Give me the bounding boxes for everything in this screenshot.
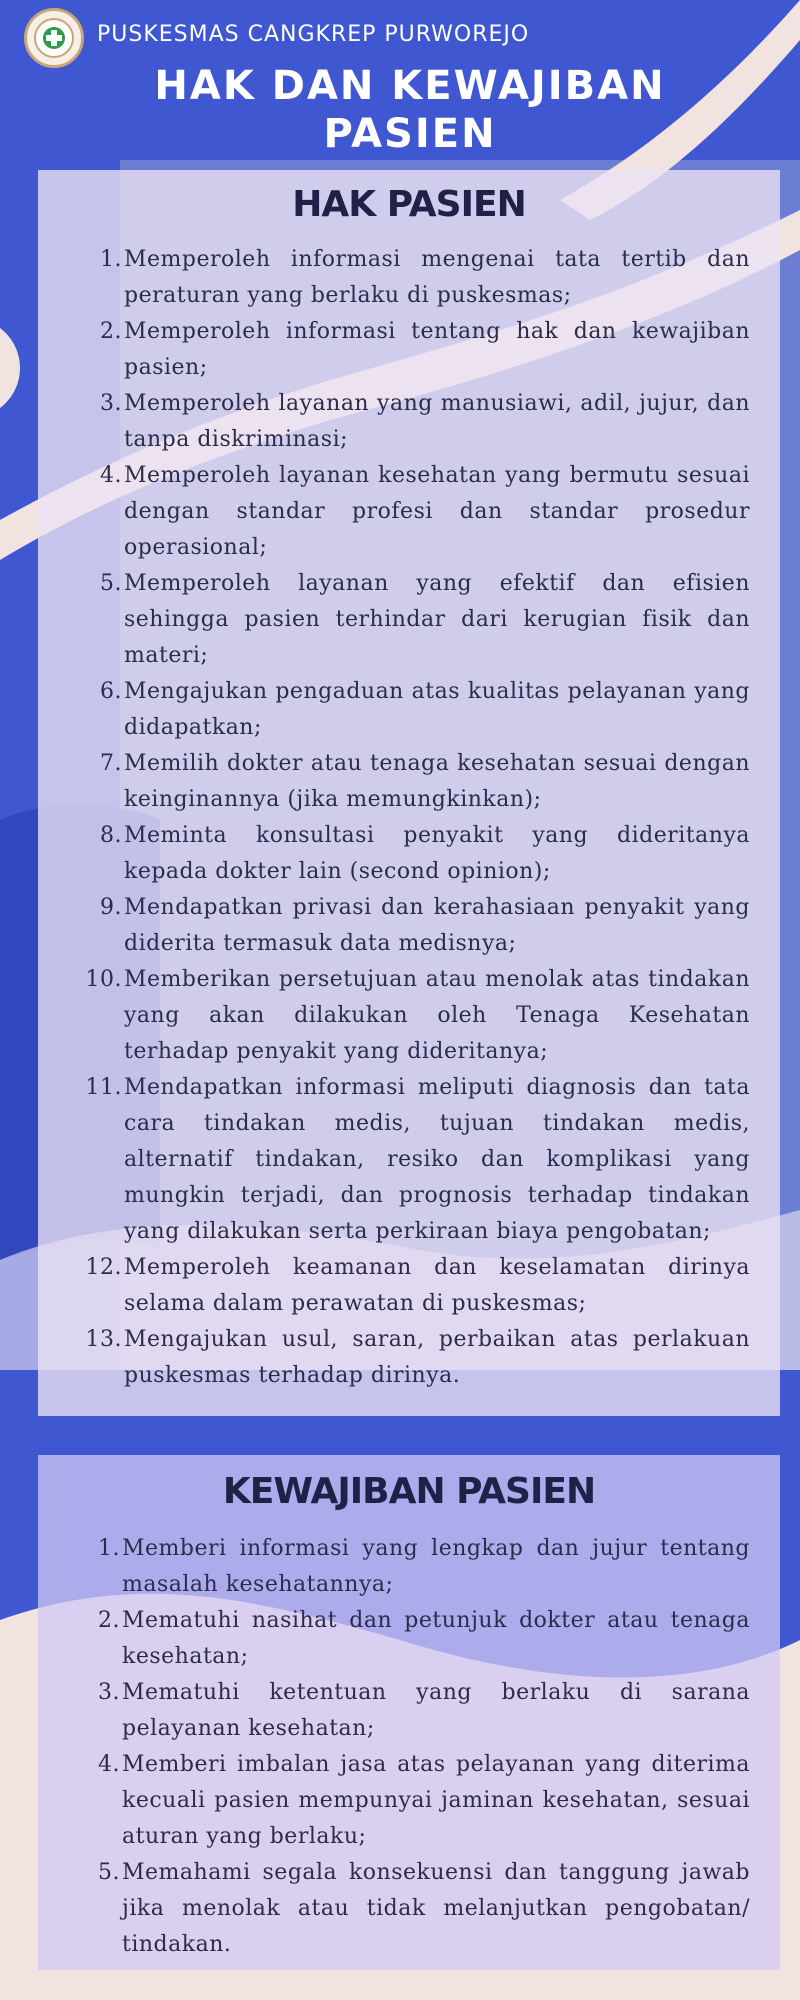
list-item: 8. Meminta konsultasi penyakit yang dideritanya kepada dokter lain (second opinion);: [100, 823, 750, 884]
hak-pasien-heading: HAK PASIEN: [292, 184, 526, 225]
list-item: 6. Mengajukan pengaduan atas kualitas pelayanan yang didapatkan;: [100, 679, 750, 740]
list-item: 3. Memperoleh layanan yang manusiawi, adil, jujur, dan tanpa diskriminasi;: [100, 391, 750, 452]
kewajiban-pasien-list: [38, 1521, 780, 1963]
list-item: 1. Memperoleh informasi mengenai tata tertib dan peraturan yang berlaku di puskesmas;: [100, 247, 750, 308]
list-item: 4. Memperoleh layanan kesehatan yang bermutu sesuai dengan standar profesi dan standar prosedur operasional;: [100, 463, 750, 560]
list-item: 2. Memperoleh informasi tentang hak dan kewajiban pasien;: [100, 319, 750, 380]
list-item: 9. Mendapatkan privasi dan kerahasiaan penyakit yang diderita termasuk data medisnya;: [100, 895, 750, 956]
list-item: 2. Mematuhi nasihat dan petunjuk dokter atau tenaga kesehatan;: [98, 1608, 750, 1669]
hak-pasien-panel: [38, 170, 780, 1416]
list-item: 13. Mengajukan usul, saran, perbaikan atas perlakuan puskesmas terhadap dirinya.: [85, 1327, 750, 1388]
list-item: 11. Mendapatkan informasi meliputi diagnosis dan tata cara tindakan medis, tujuan tindakan medis, alternatif tindakan, resiko dan komplikasi yang mungkin terjadi, dan prognosis terhadap tindakan yang dilakukan serta perkiraan biaya pengobatan;: [85, 1075, 750, 1244]
list-item: 7. Memilih dokter atau tenaga kesehatan sesuai dengan keinginannya (jika memungkinkan);: [100, 751, 750, 812]
hak-pasien-list: [38, 234, 780, 1394]
kewajiban-pasien-panel: [38, 1455, 780, 1970]
puskesmas-logo: [24, 8, 84, 68]
list-item: 10. Memberikan persetujuan atau menolak atas tindakan yang akan dilakukan oleh Tenaga Kesehatan terhadap penyakit yang dideritanya;: [85, 967, 750, 1064]
list-item: 4. Memberi imbalan jasa atas pelayanan yang diterima kecuali pasien mempunyai jaminan kesehatan, sesuai aturan yang berlaku;: [98, 1752, 750, 1849]
list-item: 12. Memperoleh keamanan dan keselamatan dirinya selama dalam perawatan di puskesmas;: [85, 1255, 750, 1316]
org-name: PUSKESMAS CANGKREP PURWOREJO: [97, 22, 530, 47]
kewajiban-pasien-heading: KEWAJIBAN PASIEN: [222, 1471, 596, 1512]
list-item: 3. Mematuhi ketentuan yang berlaku di sarana pelayanan kesehatan;: [98, 1680, 750, 1741]
page-title: HAK DAN KEWAJIBAN PASIEN: [154, 63, 666, 157]
list-item: 1. Memberi informasi yang lengkap dan jujur tentang masalah kesehatannya;: [98, 1536, 750, 1597]
list-item: 5. Memahami segala konsekuensi dan tanggung jawab jika menolak atau tidak melanjutkan pengobatan/ tindakan.: [98, 1860, 750, 1957]
header: [0, 0, 800, 165]
list-item: 5. Memperoleh layanan yang efektif dan efisien sehingga pasien terhindar dari kerugian fisik dan materi;: [100, 571, 750, 668]
